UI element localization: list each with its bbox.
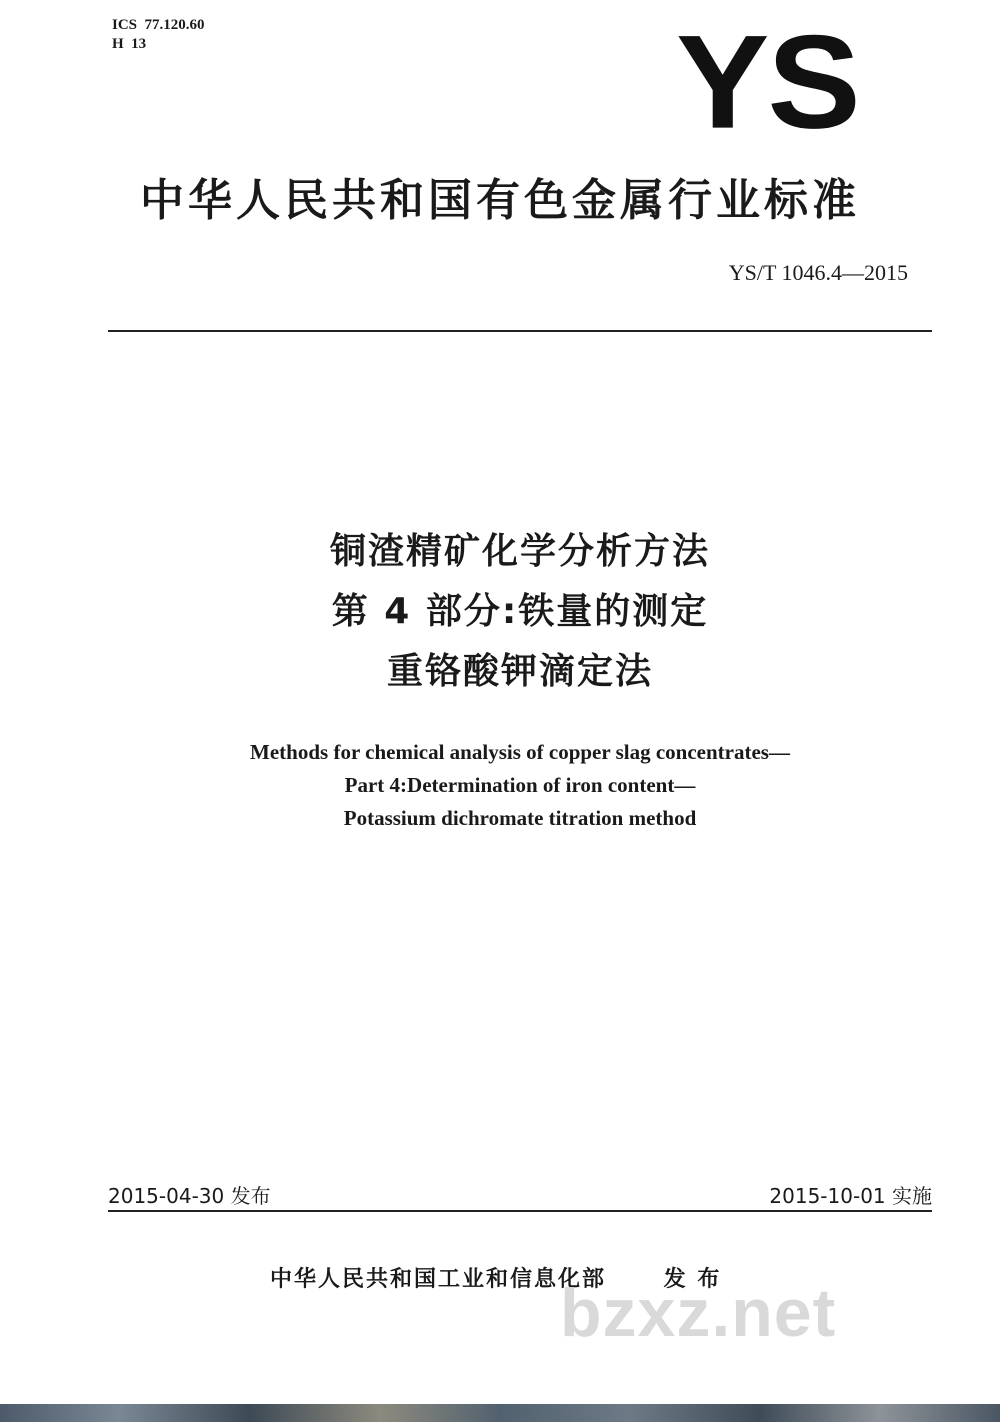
english-title [0,736,1000,835]
ics-code: ICS 77.120.60 [112,17,205,33]
chinese-title-line-1: 铜渣精矿化学分析方法 [329,531,710,572]
ccs-code: H 13 [112,36,147,52]
chinese-title-line-2: 第 4 部分:铁量的测定 [331,591,709,632]
english-title-line-3: Potassium dichromate titration method [343,806,697,830]
ys-logo: YS [676,6,859,157]
issue-date: 2015-04-30 发布 [108,1184,271,1208]
chinese-title-line-3: 重铬酸钾滴定法 [386,651,653,692]
classification-codes [112,16,205,54]
standard-title: 中华人民共和国有色金属行业标准 [140,175,860,226]
standard-code: YS/T 1046.4—2015 [728,260,908,285]
bottom-edge-strip [0,1404,1000,1422]
chinese-title [0,522,1000,702]
implementation-date: 2015-10-01 实施 [769,1184,932,1208]
english-title-line-2: Part 4:Determination of iron content— [344,773,696,797]
top-divider [108,330,932,332]
watermark: bzxz.net [560,1275,837,1351]
publisher: 中华人民共和国工业和信息化部 发 布 [270,1267,722,1292]
bottom-divider [108,1210,932,1212]
english-title-line-1: Methods for chemical analysis of copper slag concentrates— [250,740,790,764]
